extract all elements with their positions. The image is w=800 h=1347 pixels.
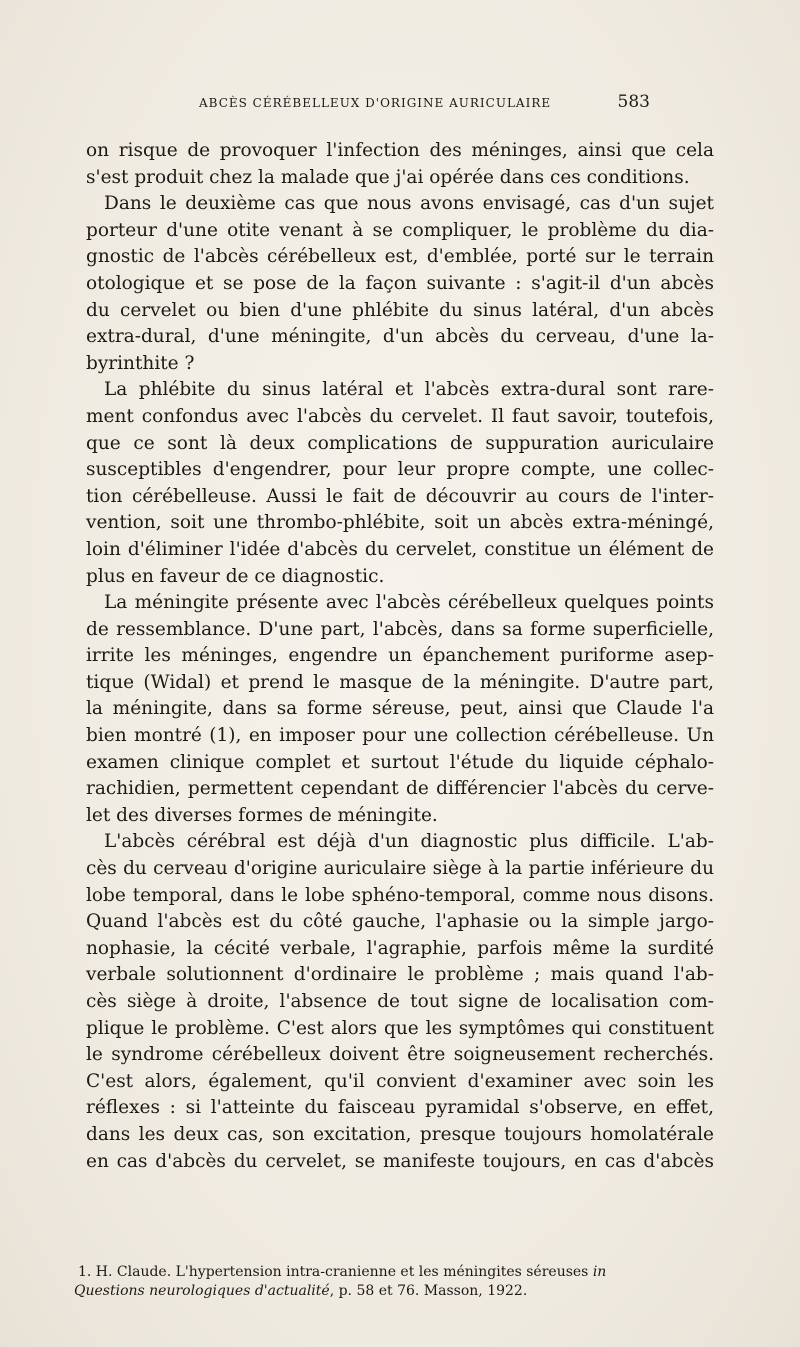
text-line: Quand l'abcès est du côté gauche, l'aphasie ou la simple jargo- — [86, 911, 714, 933]
text-line: La méningite présente avec l'abcès cérébelleux quelques points — [104, 592, 714, 614]
text-line: otologique et se pose de la façon suivante : s'agit-il d'un abcès — [86, 272, 714, 294]
footnote-line-1 — [74, 1263, 714, 1282]
text-line: la méningite, dans sa forme séreuse, peut, ainsi que Claude l'a — [86, 698, 714, 720]
text-line: Dans le deuxième cas que nous avons envisagé, cas d'un sujet — [104, 193, 714, 215]
footnote-text: 1. H. Claude. L'hypertension intra-cranienne et les méningites séreuses — [78, 1264, 593, 1280]
text-line: let des diverses formes de méningite. — [86, 804, 438, 826]
text-line: tion cérébelleuse. Aussi le fait de découvrir au cours de l'inter- — [86, 485, 714, 507]
paragraph — [86, 138, 714, 191]
text-line: dans les deux cas, son excitation, presque toujours homolatérale — [86, 1123, 714, 1145]
text-line: plus en faveur de ce diagnostic. — [86, 565, 385, 587]
footnote — [74, 1263, 714, 1301]
text-line: byrinthite ? — [86, 352, 195, 374]
footnote-italic: in — [592, 1264, 607, 1280]
text-line: tique (Widal) et prend le masque de la méningite. D'autre part, — [86, 671, 714, 693]
text-line: réflexes : si l'atteinte du faisceau pyramidal s'observe, en effet, — [86, 1097, 714, 1119]
body-text — [86, 138, 714, 1175]
paragraph — [86, 191, 714, 377]
running-title: ABCÈS CÉRÉBELLEUX D'ORIGINE AURICULAIRE — [199, 96, 552, 110]
text-line: porteur d'une otite venant à se compliquer, le problème du dia- — [86, 219, 714, 241]
running-header — [199, 92, 650, 114]
footnote-book-title: Questions neurologiques d'actualité — [74, 1283, 330, 1299]
text-line: lobe temporal, dans le lobe sphéno-temporal, comme nous disons. — [86, 884, 714, 906]
text-line: s'est produit chez la malade que j'ai opérée dans ces conditions. — [86, 166, 690, 188]
page-number: 583 — [617, 92, 650, 112]
text-line: ment confondus avec l'abcès du cervelet. Il faut savoir, toutefois, — [86, 405, 714, 427]
text-line: de ressemblance. D'une part, l'abcès, dans sa forme superficielle, — [86, 618, 714, 640]
text-line: C'est alors, également, qu'il convient d'examiner avec soin les — [86, 1070, 714, 1092]
text-line: plique le problème. C'est alors que les symptômes qui constituent — [86, 1017, 714, 1039]
text-line: bien montré (1), en imposer pour une collection cérébelleuse. Un — [86, 725, 714, 747]
text-line: La phlébite du sinus latéral et l'abcès extra-dural sont rare- — [104, 379, 714, 401]
text-line: que ce sont là deux complications de suppuration auriculaire — [86, 432, 714, 454]
text-line: irrite les méninges, engendre un épanchement puriforme asep- — [86, 645, 714, 667]
text-line: on risque de provoquer l'infection des méninges, ainsi que cela — [86, 140, 714, 161]
text-line: gnostic de l'abcès cérébelleux est, d'emblée, porté sur le terrain — [86, 246, 714, 268]
text-line: du cervelet ou bien d'une phlébite du sinus latéral, d'un abcès — [86, 299, 714, 321]
text-line: en cas d'abcès du cervelet, se manifeste toujours, en cas d'abcès — [86, 1150, 714, 1172]
text-line: cès du cerveau d'origine auriculaire siège à la partie inférieure du — [86, 858, 714, 880]
paragraph — [86, 590, 714, 829]
footnote-reference: , p. 58 et 76. Masson, 1922. — [329, 1283, 528, 1299]
paragraph — [86, 377, 714, 590]
text-line: rachidien, permettent cependant de différencier l'abcès du cerve- — [86, 778, 714, 800]
footnote-line-2 — [74, 1282, 714, 1301]
text-line: L'abcès cérébral est déjà d'un diagnostic plus difficile. L'ab- — [104, 831, 714, 853]
text-line: le syndrome cérébelleux doivent être soigneusement recherchés. — [86, 1044, 714, 1066]
paragraph — [86, 829, 714, 1175]
text-line: extra-dural, d'une méningite, d'un abcès du cerveau, d'une la- — [86, 326, 714, 348]
text-line: vention, soit une thrombo-phlébite, soit un abcès extra-méningé, — [86, 512, 714, 534]
text-line: verbale solutionnent d'ordinaire le problème ; mais quand l'ab- — [86, 964, 714, 986]
text-line: cès siège à droite, l'absence de tout signe de localisation com- — [86, 991, 714, 1012]
text-line: examen clinique complet et surtout l'étude du liquide céphalo- — [86, 751, 714, 773]
text-line: susceptibles d'engendrer, pour leur propre compte, une collec- — [86, 459, 714, 481]
text-line: nophasie, la cécité verbale, l'agraphie, parfois même la surdité — [86, 937, 714, 959]
text-line: loin d'éliminer l'idée d'abcès du cervelet, constitue un élément de — [86, 538, 714, 560]
